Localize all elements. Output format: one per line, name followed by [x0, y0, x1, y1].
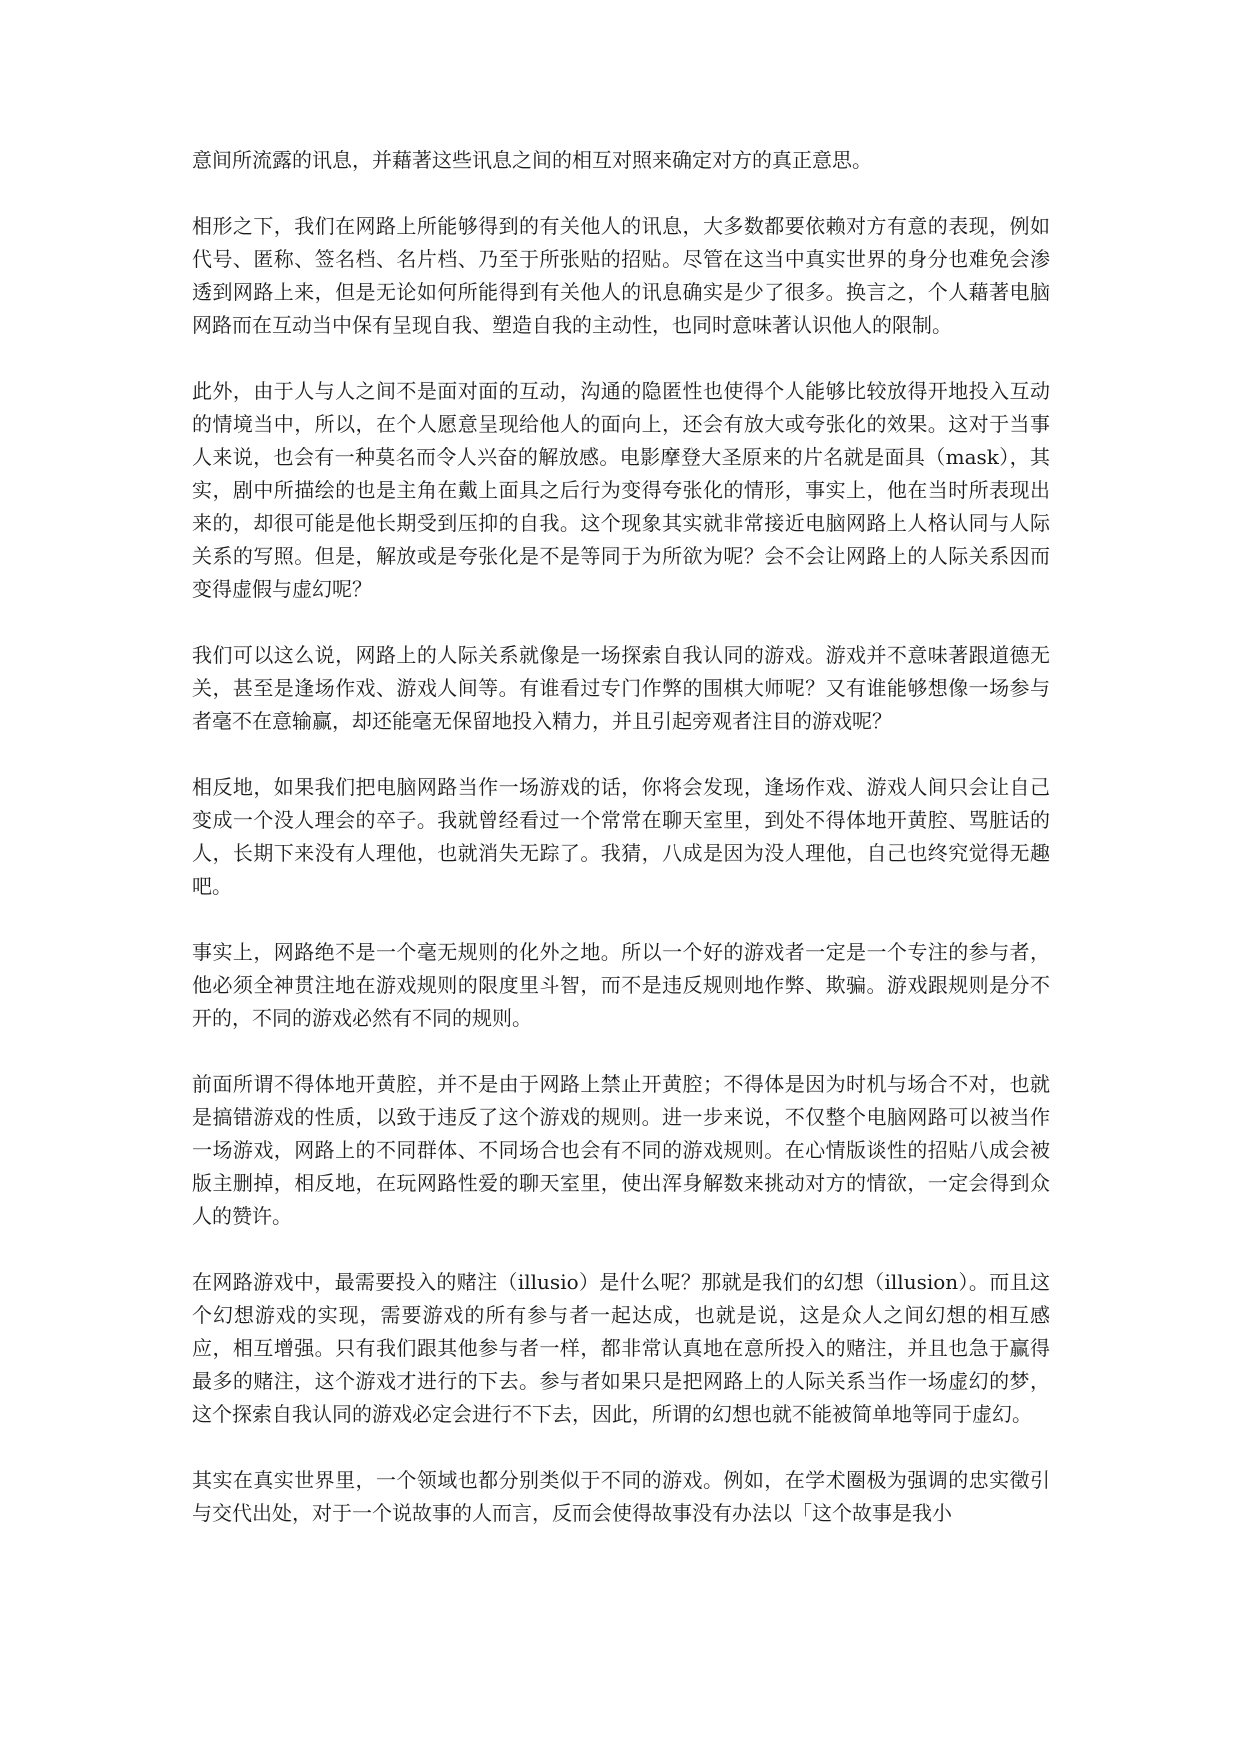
paragraph: 在网路游戏中，最需要投入的赌注（illusio）是什么呢？那就是我们的幻想（illusion）。而且这个幻想游戏的实现，需要游戏的所有参与者一起达成，也就是说，这是众人之间幻想的相互感应，相互增强。只有我们跟其他参与者一样，都非常认真地在意所投入的赌注，并且也急于赢得最多的赌注，这个游戏才进行的下去。参与者如果只是把网路上的人际关系当作一场虚幻的梦，这个探索自我认同的游戏必定会进行不下去，因此，所谓的幻想也就不能被简单地等同于虚幻。 [192, 1270, 1050, 1426]
document-body [192, 144, 1050, 1563]
paragraph: 相反地，如果我们把电脑网路当作一场游戏的话，你将会发现，逢场作戏、游戏人间只会让自己变成一个没人理会的卒子。我就曾经看过一个常常在聊天室里，到处不得体地开黄腔、骂脏话的人，长期下来没有人理他，也就消失无踪了。我猜，八成是因为没人理他，自己也终究觉得无趣吧。 [192, 775, 1050, 898]
paragraph: 前面所谓不得体地开黄腔，并不是由于网路上禁止开黄腔；不得体是因为时机与场合不对，也就是搞错游戏的性质，以致于违反了这个游戏的规则。进一步来说，不仅整个电脑网路可以被当作一场游戏，网路上的不同群体、不同场合也会有不同的游戏规则。在心情版谈性的招贴八成会被版主删掉，相反地，在玩网路性爱的聊天室里，使出浑身解数来挑动对方的情欲，一定会得到众人的赞许。 [192, 1072, 1050, 1228]
paragraph: 其实在真实世界里，一个领域也都分别类似于不同的游戏。例如，在学术圈极为强调的忠实徵引与交代出处，对于一个说故事的人而言，反而会使得故事没有办法以「这个故事是我小 [192, 1468, 1050, 1525]
paragraph: 相形之下，我们在网路上所能够得到的有关他人的讯息，大多数都要依赖对方有意的表现，例如代号、匿称、签名档、名片档、乃至于所张贴的招贴。尽管在这当中真实世界的身分也难免会渗透到网路上来，但是无论如何所能得到有关他人的讯息确实是少了很多。换言之，个人藉著电脑网路而在互动当中保有呈现自我、塑造自我的主动性，也同时意味著认识他人的限制。 [192, 214, 1050, 337]
paragraph: 意间所流露的讯息，并藉著这些讯息之间的相互对照来确定对方的真正意思。 [192, 148, 872, 172]
paragraph: 事实上，网路绝不是一个毫无规则的化外之地。所以一个好的游戏者一定是一个专注的参与者，他必须全神贯注地在游戏规则的限度里斗智，而不是违反规则地作弊、欺骗。游戏跟规则是分不开的，不同的游戏必然有不同的规则。 [192, 940, 1050, 1030]
paragraph: 此外，由于人与人之间不是面对面的互动，沟通的隐匿性也使得个人能够比较放得开地投入互动的情境当中，所以，在个人愿意呈现给他人的面向上，还会有放大或夸张化的效果。这对于当事人来说，也会有一种莫名而令人兴奋的解放感。电影摩登大圣原来的片名就是面具（mask），其实，剧中所描绘的也是主角在戴上面具之后行为变得夸张化的情形，事实上，他在当时所表现出来的，却很可能是他长期受到压抑的自我。这个现象其实就非常接近电脑网路上人格认同与人际关系的写照。但是，解放或是夸张化是不是等同于为所欲为呢？会不会让网路上的人际关系因而变得虚假与虚幻呢？ [192, 379, 1050, 601]
paragraph: 我们可以这么说，网路上的人际关系就像是一场探索自我认同的游戏。游戏并不意味著跟道德无关，甚至是逢场作戏、游戏人间等。有谁看过专门作弊的围棋大师呢？又有谁能够想像一场参与者毫不在意输赢，却还能毫无保留地投入精力，并且引起旁观者注目的游戏呢？ [192, 643, 1050, 733]
